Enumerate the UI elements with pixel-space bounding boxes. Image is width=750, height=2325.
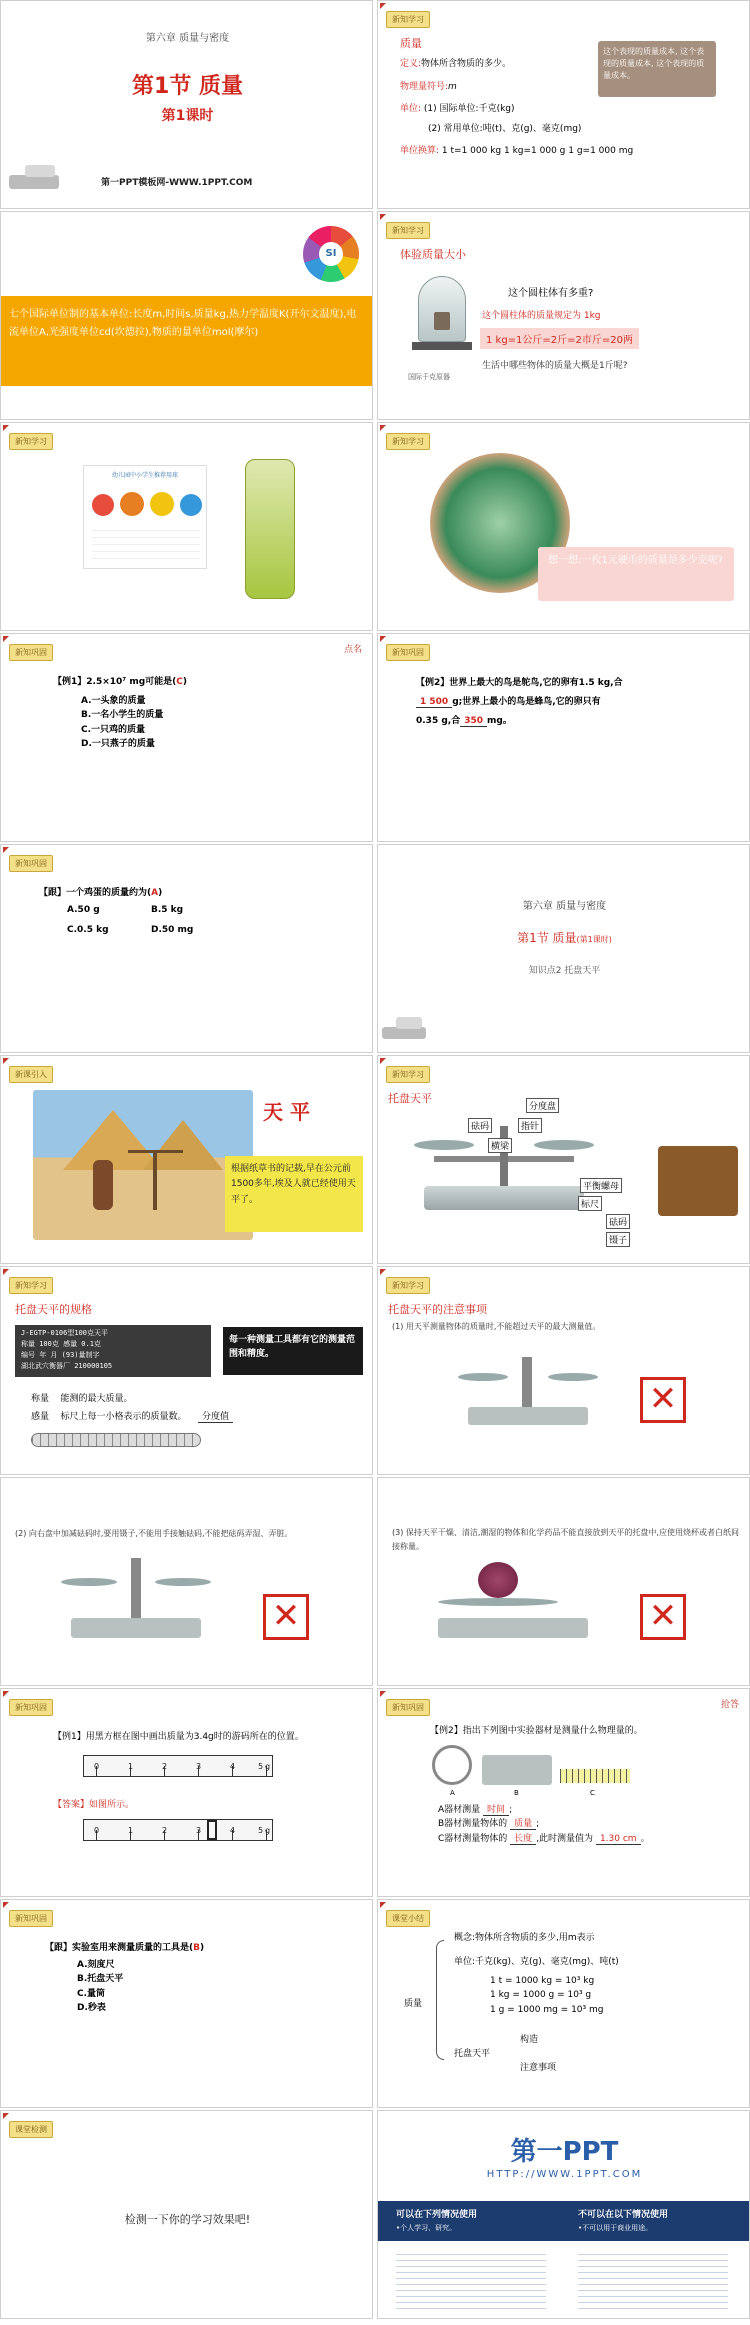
heading: 托盘天平的注意事项 bbox=[388, 1303, 487, 1316]
slide-tag: 新知学习 bbox=[386, 1277, 430, 1294]
question: 【跟】实验室用来测量质量的工具是(B) bbox=[45, 1943, 205, 1953]
corner-mark bbox=[380, 1902, 386, 1908]
slide-1 bbox=[0, 0, 373, 209]
stopwatch-icon bbox=[432, 1745, 472, 1785]
prototype-caption: 国际千克原器 bbox=[408, 373, 450, 381]
slide-21 bbox=[0, 2110, 373, 2319]
slide-6 bbox=[377, 422, 750, 631]
options bbox=[81, 694, 163, 752]
slide-11 bbox=[0, 1055, 373, 1264]
option-b: B.托盘天平 bbox=[77, 1974, 124, 1985]
slide-18 bbox=[377, 1688, 750, 1897]
option-d: D.50 mg bbox=[151, 925, 194, 935]
slide-tag: 新知巩固 bbox=[9, 1699, 53, 1716]
lesson-subtitle: 第1课时 bbox=[161, 108, 214, 124]
label-pointer: 指针 bbox=[518, 1118, 542, 1133]
section-title: 第1节 质量(第1课时) bbox=[517, 931, 612, 945]
option-a: A.刻度尺 bbox=[77, 1960, 115, 1970]
weights-icon bbox=[9, 161, 65, 191]
label-c: C bbox=[590, 1789, 595, 1797]
options bbox=[77, 1958, 123, 2016]
answers: A器材测量 时间 ; B器材测量物体的 质量 ; C器材测量物体的 长度 ,此时测量值为 1.30 cm 。 bbox=[438, 1805, 650, 1844]
links-left bbox=[396, 2249, 546, 2309]
question-2: 生活中哪些物体的质量大概是1斤呢? bbox=[482, 361, 628, 371]
slide-14 bbox=[377, 1266, 750, 1475]
si-wheel-icon: SI bbox=[303, 226, 359, 282]
corner-mark bbox=[380, 214, 386, 220]
slide-12 bbox=[377, 1055, 750, 1264]
question: 【例2】指出下列图中实验器材是测量什么物理量的。 bbox=[430, 1726, 643, 1736]
slide-tag: 新知巩固 bbox=[9, 855, 53, 872]
slide-tag: 课堂检测 bbox=[9, 2121, 53, 2138]
unit-line-1: 单位: (1) 国际单位:千克(kg) bbox=[400, 104, 515, 114]
brand-logo: 第一PPT bbox=[510, 2137, 619, 2167]
conversion: 单位换算: 1 t=1 000 kg 1 kg=1 000 g 1 g=1 000 mg bbox=[400, 146, 634, 156]
slide-2 bbox=[377, 0, 750, 209]
unit-line-2: (2) 常用单位:吨(t)、克(g)、毫克(mg) bbox=[428, 124, 582, 134]
slide-8 bbox=[377, 633, 750, 842]
bottle-icon bbox=[245, 459, 295, 599]
kilogram-prototype-icon bbox=[412, 276, 472, 356]
corner-mark bbox=[3, 2113, 9, 2119]
statement: 这个圆柱体的质量规定为 1kg bbox=[482, 311, 601, 321]
label-tweezers: 镊子 bbox=[606, 1232, 630, 1247]
brace bbox=[436, 1940, 444, 2060]
si-units-box: 七个国际单位制的基本单位:长度m,时间s,质量kg,热力学温度K(开尔文温度),电流单位A,光强度单位cd(坎德拉),物质的量单位mol(摩尔) bbox=[1, 296, 373, 386]
slide-tag: 新知学习 bbox=[9, 433, 53, 450]
corner-mark bbox=[380, 1058, 386, 1064]
note-1: (1) 用天平测量物体的质量时,不能超过天平的最大测量值。 bbox=[392, 1322, 601, 1331]
conversion-box: 1 kg=1公斤=2斤=2市斤=20两 bbox=[480, 328, 639, 349]
conversions: 1 t = 1000 kg = 10³ kg 1 kg = 1000 g = 10³ g 1 g = 1000 mg = 10³ mg bbox=[490, 1976, 604, 2015]
question: 【例1】2.5×10⁷ mg可能是(C) bbox=[53, 677, 188, 687]
note-box: 这个表现的质量成本, 这个表现的质量成本, 这个表现的质量成本。 bbox=[598, 41, 716, 97]
slide-13 bbox=[0, 1266, 373, 1475]
corner-mark bbox=[380, 3, 386, 9]
slide-16 bbox=[377, 1477, 750, 1686]
ruler-icon bbox=[560, 1769, 630, 1783]
option-a: A.50 g bbox=[67, 905, 100, 915]
corner-mark bbox=[3, 1691, 9, 1697]
corner-mark bbox=[380, 1691, 386, 1697]
label-a: A bbox=[450, 1789, 455, 1797]
corner-mark bbox=[380, 425, 386, 431]
slide-tag: 新知巩固 bbox=[386, 1699, 430, 1716]
slide-tag: 新知学习 bbox=[386, 11, 430, 28]
option-a: A.一头象的质量 bbox=[81, 696, 146, 706]
corner-mark bbox=[380, 636, 386, 642]
slide-17 bbox=[0, 1688, 373, 1897]
egypt-illustration bbox=[33, 1090, 253, 1240]
slide-15 bbox=[0, 1477, 373, 1686]
option-d: D.一只燕子的质量 bbox=[81, 739, 155, 750]
label-weight: 砝码 bbox=[468, 1118, 492, 1133]
option-b: B.5 kg bbox=[151, 905, 184, 915]
slide-tag: 新知学习 bbox=[386, 433, 430, 450]
hand-balance bbox=[61, 1558, 211, 1648]
mindmap-root: 质量 bbox=[404, 1999, 423, 2009]
knowledge-point: 知识点2 托盘天平 bbox=[528, 966, 601, 976]
label-weight-2: 砝码 bbox=[606, 1214, 630, 1229]
corner-mark bbox=[3, 1058, 9, 1064]
slide-5 bbox=[0, 422, 373, 631]
slide-tag: 新知巩固 bbox=[9, 644, 53, 661]
sensitivity-row: 感量 标尺上每一小格表示的质量数。 分度值 bbox=[31, 1409, 233, 1422]
balance-icon bbox=[482, 1755, 552, 1785]
slide-tag: 新知学习 bbox=[9, 1277, 53, 1294]
corner-mark bbox=[3, 847, 9, 853]
rule-answer: 0 1 2 3 4 5 g bbox=[83, 1819, 273, 1841]
definition: 定义:物体所含物质的多少。 bbox=[400, 59, 512, 69]
slide-tag: 新知学习 bbox=[386, 222, 430, 239]
rule-bar bbox=[31, 1433, 201, 1447]
corner-mark bbox=[3, 1902, 9, 1908]
slide-tag: 新知学习 bbox=[386, 1066, 430, 1083]
rule-question: 0 1 2 3 4 5 g bbox=[83, 1755, 273, 1777]
quick-answer-badge: 抢答 bbox=[720, 1700, 739, 1710]
heading: 体验质量大小 bbox=[400, 248, 466, 261]
heading: 质量 bbox=[400, 37, 422, 50]
slide-7 bbox=[0, 633, 373, 842]
chapter-title: 第六章 质量与密度 bbox=[522, 901, 607, 912]
concept: 概念:物体所含物质的多少,用m表示 bbox=[454, 1933, 595, 1943]
slide-19 bbox=[0, 1899, 373, 2108]
nameplate: J-EGTP-0106型100克天平 称量 100克 感量 0.1克 编号 年 月 (93)量制字 湖北武穴衡器厂 210000105 bbox=[15, 1325, 211, 1377]
heading: 托盘天平的规格 bbox=[15, 1303, 92, 1316]
slide-20 bbox=[377, 1899, 750, 2108]
ball-chart: 幼儿园中小学生推荐用球 bbox=[83, 465, 207, 569]
option-c: C.一只鸡的质量 bbox=[81, 724, 146, 735]
label-beam: 横梁 bbox=[488, 1138, 512, 1153]
callout: 每一种测量工具都有它的测量范围和精度。 bbox=[223, 1327, 363, 1375]
tool-structure: 构造 bbox=[520, 2035, 539, 2045]
symbol: 物理量符号:m bbox=[400, 82, 457, 92]
prohibited-icon: ✕ bbox=[640, 1594, 686, 1640]
label-nut: 平衡螺母 bbox=[580, 1178, 622, 1193]
thought-bubble: 想一想:一枚1元硬币的质量是多少克呢? bbox=[538, 547, 734, 601]
slide-3 bbox=[0, 211, 373, 420]
tool-notes: 注意事项 bbox=[520, 2063, 557, 2073]
label-b: B bbox=[514, 1789, 519, 1797]
question: 【例2】世界上最大的鸟是鸵鸟,它的卵有1.5 kg,合 1 500 g;世界上最小的鸟是蜂鸟,它的卵只有 0.35 g,合 350 mg。 bbox=[416, 678, 623, 726]
chapter-title: 第六章 质量与密度 bbox=[145, 33, 230, 44]
note-2: (2) 向右盘中加减砝码时,要用镊子,不能用手接触砝码,不能把砝码弄湿、弄脏。 bbox=[15, 1529, 293, 1538]
corner-mark bbox=[3, 425, 9, 431]
option-c: C.量筒 bbox=[77, 1988, 106, 1999]
corner-mark bbox=[3, 636, 9, 642]
roll-call-badge: 点名 bbox=[343, 645, 362, 655]
slide-tag: 新课引入 bbox=[9, 1066, 53, 1083]
prohibited-icon: ✕ bbox=[640, 1377, 686, 1423]
history-box: 根据纸草书的记载,早在公元前1500多年,埃及人就已经使用天平了。 bbox=[225, 1156, 363, 1232]
slide-4 bbox=[377, 211, 750, 420]
weights-icon bbox=[382, 1015, 432, 1041]
capacity-row: 称量 能测的最大质量。 bbox=[31, 1394, 133, 1404]
units: 单位:千克(kg)、克(g)、毫克(mg)、吨(t) bbox=[454, 1957, 619, 1967]
corner-mark bbox=[380, 1269, 386, 1275]
label-rule: 标尺 bbox=[578, 1196, 602, 1211]
slide-22 bbox=[377, 2110, 750, 2319]
question: 【例1】用黑方框在图中画出质量为3.4g时的游码所在的位置。 bbox=[53, 1732, 304, 1742]
license-bar: 可以在下列情况使用 •个人学习、研究。 不可以在以下情况使用 •不可以用于商业用途。 bbox=[378, 2201, 750, 2241]
links-right bbox=[578, 2249, 728, 2309]
answer-label: 【答案】如图所示。 bbox=[53, 1800, 135, 1810]
label-scale: 分度盘 bbox=[526, 1098, 559, 1113]
self-check-text: 检测一下你的学习效果吧! bbox=[124, 2213, 251, 2226]
footer-site: 第一PPT模板网-WWW.1PPT.COM bbox=[101, 178, 253, 188]
corner-mark bbox=[3, 1269, 9, 1275]
slide-tag: 课堂小结 bbox=[386, 1910, 430, 1927]
overloaded-balance bbox=[458, 1357, 598, 1437]
slide-9 bbox=[0, 844, 373, 1053]
title: 天 平 bbox=[263, 1100, 310, 1124]
prohibited-icon: ✕ bbox=[263, 1594, 309, 1640]
question: 【跟】一个鸡蛋的质量约为(A) bbox=[39, 888, 163, 898]
brand-url: HTTP://WWW.1PPT.COM bbox=[486, 2169, 643, 2180]
slide-tag: 新知巩固 bbox=[9, 1910, 53, 1927]
note-3: (3) 保持天平干燥、清洁,潮湿的物体和化学药品不能直接放到天平的托盘中,应使用烧杯或者白纸间接称量。 bbox=[392, 1528, 739, 1551]
option-d: D.秒表 bbox=[77, 2003, 106, 2014]
weight-box-icon bbox=[658, 1146, 738, 1216]
question-1: 这个圆柱体有多重? bbox=[508, 288, 594, 299]
tool: 托盘天平 bbox=[454, 2049, 491, 2059]
grape-balance bbox=[438, 1562, 588, 1652]
slide-10 bbox=[377, 844, 750, 1053]
rider-marker bbox=[207, 1820, 217, 1840]
slide-tag: 新知巩固 bbox=[386, 644, 430, 661]
section-title: 第1节 质量 bbox=[132, 74, 243, 99]
option-b: B.一名小学生的质量 bbox=[81, 710, 164, 721]
option-c: C.0.5 kg bbox=[67, 925, 109, 935]
heading: 托盘天平 bbox=[388, 1092, 432, 1105]
